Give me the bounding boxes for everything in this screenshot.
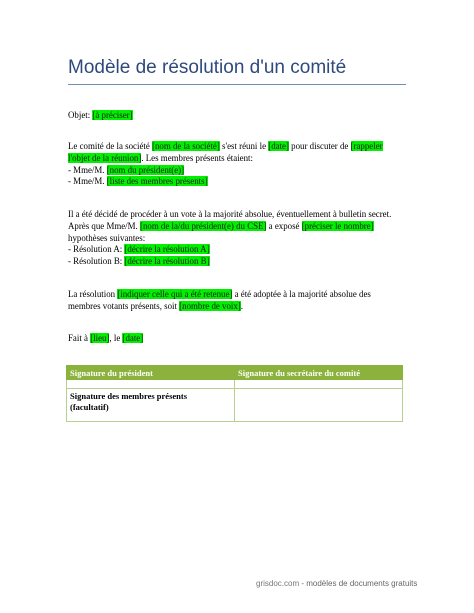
text-segment: membres votants présents, soit bbox=[68, 300, 180, 311]
number-placeholder[interactable]: [préciser le nombre] bbox=[301, 220, 374, 231]
text-segment: hypothèses suivantes: bbox=[68, 232, 146, 243]
footer bbox=[256, 579, 417, 588]
resolution-a-placeholder[interactable]: [décrire la résolution A] bbox=[124, 244, 210, 255]
document-title: Modèle de résolution d'un comité bbox=[68, 57, 347, 78]
retained-resolution-placeholder[interactable]: [indiquer celle qui a été retenue] bbox=[117, 289, 233, 299]
paragraph-meeting bbox=[68, 141, 413, 188]
text-segment: La résolution bbox=[68, 289, 118, 299]
members-signature-label bbox=[67, 389, 235, 422]
footer-site[interactable]: grisdoc.com bbox=[256, 579, 300, 588]
footer-text: - modèles de documents gratuits bbox=[299, 579, 418, 588]
text-segment: . bbox=[240, 300, 244, 311]
objet-placeholder[interactable]: [à préciser] bbox=[92, 110, 133, 120]
sign-date-placeholder[interactable]: [date] bbox=[122, 333, 144, 343]
title-divider bbox=[68, 84, 406, 85]
text-segment: - Résolution A: bbox=[68, 244, 125, 255]
secretary-signature-header: Signature du secrétaire du comité bbox=[235, 366, 403, 380]
members-signature-cell[interactable] bbox=[235, 389, 403, 422]
resolution-b-placeholder[interactable]: [décrire la résolution B] bbox=[124, 256, 210, 267]
objet-label: Objet: bbox=[68, 110, 93, 120]
members-label-line2: (facultatif) bbox=[70, 401, 109, 412]
company-name-placeholder[interactable]: [nom de la société] bbox=[152, 141, 220, 151]
votes-placeholder[interactable]: [nombre de voix] bbox=[179, 300, 241, 311]
text-segment: - Résolution B: bbox=[68, 256, 125, 267]
text-segment: - Mme/M. bbox=[68, 176, 107, 187]
objet-line bbox=[68, 110, 413, 122]
text-segment: . Les membres présents étaient: bbox=[141, 152, 253, 163]
place-placeholder[interactable]: [lieu] bbox=[90, 333, 110, 343]
date-placeholder[interactable]: [date] bbox=[268, 141, 289, 151]
text-segment: Fait à bbox=[68, 333, 91, 343]
text-segment: , le bbox=[109, 333, 123, 343]
text-segment: s'est réuni le bbox=[219, 141, 269, 151]
paragraph-result bbox=[68, 289, 413, 313]
president-name-placeholder[interactable]: [nom du président(e)] bbox=[106, 164, 185, 175]
text-segment: - Mme/M. bbox=[68, 164, 107, 175]
vote-intro: Il a été décidé de procéder à un vote à la majorité absolue, éventuellement à bulletin secret. bbox=[68, 209, 392, 219]
subject-placeholder-part2[interactable]: l'objet de la réunion] bbox=[68, 152, 142, 163]
president-signature-header: Signature du président bbox=[67, 366, 235, 380]
signature-table bbox=[66, 365, 403, 422]
text-segment: Après que Mme/M. bbox=[68, 220, 140, 231]
fait-line bbox=[68, 333, 413, 345]
members-label-line1: Signature des membres présents bbox=[70, 391, 188, 401]
text-segment: a exposé bbox=[266, 220, 302, 231]
subject-placeholder-part1[interactable]: [rappeler bbox=[350, 141, 383, 151]
members-list-placeholder[interactable]: [liste des membres présents] bbox=[106, 176, 208, 187]
president-signature-cell[interactable] bbox=[67, 380, 235, 389]
members-signature-row bbox=[67, 389, 403, 422]
secretary-signature-cell[interactable] bbox=[235, 380, 403, 389]
text-segment: a été adoptée à la majorité absolue des bbox=[232, 289, 371, 299]
text-segment: pour discuter de bbox=[288, 141, 351, 151]
signature-header-row bbox=[67, 366, 403, 380]
cse-president-placeholder[interactable]: [nom de la/du président(e) du CSE] bbox=[139, 220, 267, 231]
text-segment: Le comité de la société bbox=[68, 141, 153, 151]
paragraph-vote bbox=[68, 209, 413, 268]
signature-space-row bbox=[67, 380, 403, 389]
